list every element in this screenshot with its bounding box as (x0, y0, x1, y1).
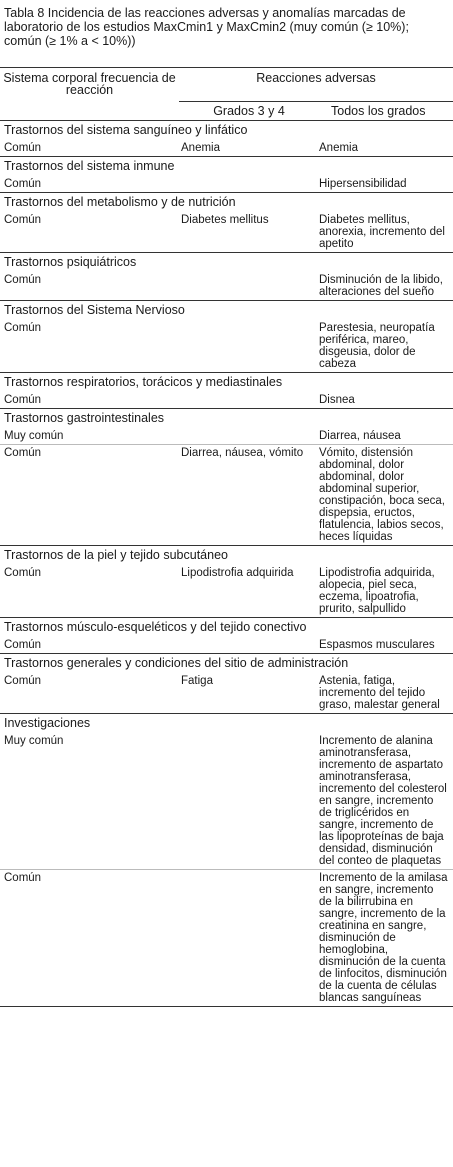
frequency-cell: Común (4, 142, 42, 154)
section-header-row (0, 121, 453, 141)
grades-3-4-cell: Diarrea, náusea, vómito (179, 445, 319, 546)
grades-3-4-cell (179, 392, 319, 409)
frequency-cell: Común (4, 639, 42, 651)
frequency-cell: Común (4, 567, 42, 579)
frequency-cell: Común (4, 274, 42, 286)
section-title: Trastornos del Sistema Nervioso (0, 301, 453, 321)
all-grades-cell: Diabetes mellitus, anorexia, incremento del apetito (319, 214, 445, 250)
grades-3-4-cell (179, 176, 319, 193)
header-all-grades: Todos los grados (319, 102, 453, 121)
frequency-cell: Común (0, 445, 179, 546)
grades-3-4-cell (179, 637, 319, 654)
table-row (0, 212, 453, 253)
grades-3-4-cell: Diabetes mellitus (181, 214, 269, 226)
grades-3-4-cell (179, 733, 319, 870)
frequency-cell: Común (4, 675, 42, 687)
adverse-reactions-table (0, 67, 453, 1007)
header-grades-3-4: Grados 3 y 4 (179, 102, 319, 121)
table-row (0, 445, 453, 546)
all-grades-cell: Vómito, distensión abdominal, dolor abdominal, dolor abdominal superior, constipación, boca seca, dispepsia, eructos, flatulencia, labios secos, heces líquidas (319, 445, 453, 546)
all-grades-cell: Hipersensibilidad (319, 178, 407, 190)
frequency-cell: Común (0, 870, 179, 1007)
table-row (0, 428, 453, 445)
frequency-cell: Común (4, 178, 42, 190)
table-body (0, 121, 453, 1007)
all-grades-cell: Parestesia, neuropatía periférica, mareo, disgeusia, dolor de cabeza (319, 322, 435, 370)
grades-3-4-cell (179, 428, 319, 445)
all-grades-cell: Astenia, fatiga, incremento del tejido graso, malestar general (319, 675, 440, 711)
frequency-cell: Común (4, 214, 42, 226)
table-row (0, 565, 453, 618)
section-title: Trastornos generales y condiciones del sitio de administración (0, 654, 453, 674)
table-caption: Tabla 8 Incidencia de las reacciones adversas y anomalías marcadas de laboratorio de los estudios MaxCmin1 y MaxCmin2 (muy común (≥ 10%); común (≥ 1% a < 10%)) (4, 6, 409, 48)
all-grades-cell: Espasmos musculares (319, 639, 435, 651)
table-row (0, 637, 453, 654)
header-reactions: Reacciones adversas (179, 68, 453, 102)
table-row (0, 673, 453, 714)
section-title: Trastornos gastrointestinales (0, 409, 453, 429)
all-grades-cell: Lipodistrofia adquirida, alopecia, piel seca, eczema, lipoatrofia, prurito, salpullido (319, 567, 435, 615)
grades-3-4-cell (179, 870, 319, 1007)
table-row (0, 733, 453, 870)
section-header-row (0, 253, 453, 273)
section-header-row (0, 654, 453, 674)
table-header (0, 68, 453, 121)
table-row (0, 176, 453, 193)
section-header-row (0, 714, 453, 734)
frequency-cell: Muy común (4, 430, 64, 442)
section-title: Trastornos del metabolismo y de nutrición (0, 193, 453, 213)
section-header-row (0, 157, 453, 177)
section-title: Trastornos del sistema sanguíneo y linfático (0, 121, 453, 141)
section-title: Trastornos del sistema inmune (0, 157, 453, 177)
all-grades-cell: Diarrea, náusea (319, 430, 401, 442)
section-header-row (0, 373, 453, 393)
table-row (0, 870, 453, 1007)
table-row (0, 392, 453, 409)
grades-3-4-cell (179, 272, 319, 301)
frequency-cell: Muy común (4, 735, 64, 747)
section-header-row (0, 409, 453, 429)
section-title: Trastornos músculo-esqueléticos y del tejido conectivo (0, 618, 453, 638)
section-header-row (0, 301, 453, 321)
section-title: Trastornos de la piel y tejido subcutáneo (0, 546, 453, 566)
grades-3-4-cell: Lipodistrofia adquirida (181, 567, 294, 579)
section-header-row (0, 618, 453, 638)
section-title: Trastornos respiratorios, torácicos y mediastinales (0, 373, 453, 393)
section-title: Investigaciones (0, 714, 453, 734)
all-grades-cell: Anemia (319, 142, 358, 154)
table-row (0, 272, 453, 301)
grades-3-4-cell (179, 320, 319, 373)
section-title: Trastornos psiquiátricos (0, 253, 453, 273)
header-system: Sistema corporal frecuencia de reacción (0, 68, 179, 121)
grades-3-4-cell: Anemia (181, 142, 220, 154)
all-grades-cell: Incremento de la amilasa en sangre, incremento de la bilirrubina en sangre, incremento de la creatinina en sangre, disminución de hemoglobina, disminución de la cuenta de linfocitos, disminución de la cuenta de células blancas sanguíneas (319, 870, 453, 1007)
section-header-row (0, 193, 453, 213)
all-grades-cell: Disminución de la libido, alteraciones del sueño (319, 274, 444, 298)
frequency-cell: Común (4, 394, 42, 406)
table-row (0, 320, 453, 373)
all-grades-cell: Incremento de alanina aminotransferasa, incremento de aspartato aminotransferasa, incremento del colesterol en sangre, incremento de triglicéridos en sangre, incremento de las lipoproteínas de baja densidad, disminución del conteo de plaquetas (319, 735, 447, 867)
section-header-row (0, 546, 453, 566)
grades-3-4-cell: Fatiga (181, 675, 213, 687)
table-row (0, 140, 453, 157)
all-grades-cell: Disnea (319, 394, 355, 406)
frequency-cell: Común (4, 322, 42, 334)
